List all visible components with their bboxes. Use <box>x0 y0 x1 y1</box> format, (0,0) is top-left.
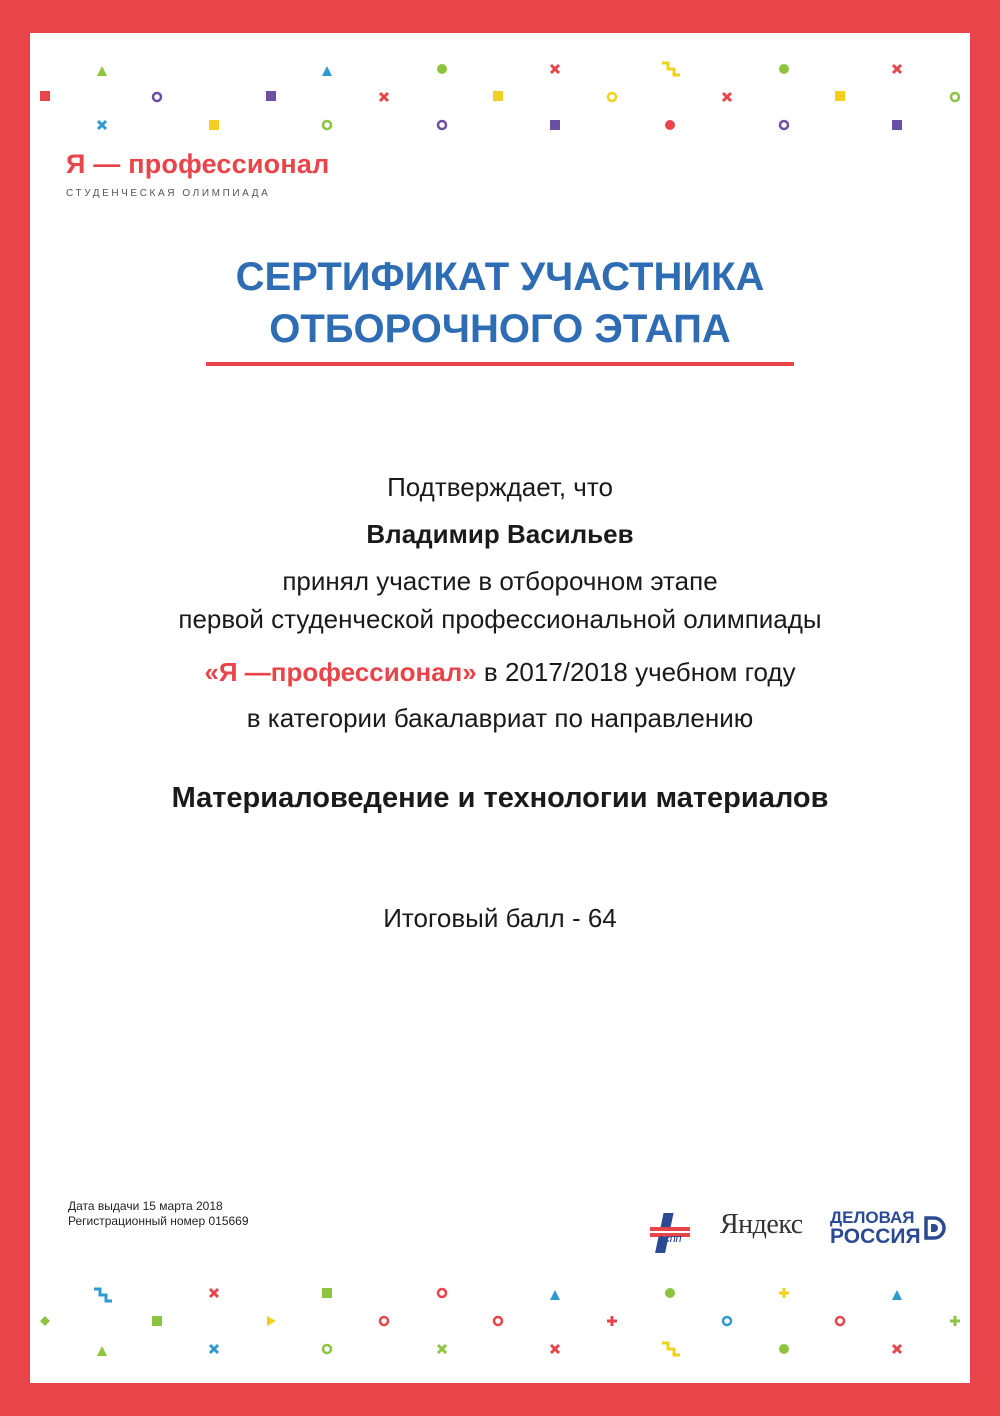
confetti-shape <box>493 91 503 101</box>
delovaya-rossiya-logo <box>830 1209 946 1247</box>
category-text: в категории бакалавриат по направлению <box>246 703 754 733</box>
confetti-shape <box>550 1290 560 1300</box>
final-score: Итоговый балл - 64 <box>383 903 617 933</box>
confetti-shape <box>550 120 560 130</box>
delovaya-line-2: РОССИЯ <box>830 1225 921 1248</box>
delovaya-line-1: ДЕЛОВАЯ <box>830 1208 915 1227</box>
confetti-shape <box>209 120 219 130</box>
confirms-text: Подтверждает, что <box>387 472 613 502</box>
olympiad-year-line <box>30 657 970 688</box>
rspp-emblem-icon <box>648 1211 692 1255</box>
confetti-shape <box>40 1316 50 1326</box>
confetti-shape <box>779 64 789 74</box>
confetti-shape <box>210 1289 218 1297</box>
participated-text: принял участие в отборочном этапе <box>282 566 718 596</box>
confetti-shape <box>665 120 675 130</box>
certificate-page <box>30 33 970 1383</box>
title-line-2: ОТБОРОЧНОГО ЭТАПА <box>269 307 731 351</box>
yandex-logo: Яндекс <box>720 1209 803 1240</box>
rspp-label: РСПП <box>658 1235 682 1244</box>
confetti-shape <box>322 1288 332 1298</box>
olympiad-first-text: первой студенческой профессиональной олимпиады <box>178 604 822 634</box>
confetti-shape <box>835 91 845 101</box>
confetti-shape <box>892 1290 902 1300</box>
direction-name: Материаловедение и технологии материалов <box>171 782 829 814</box>
confetti-shape <box>438 1289 446 1297</box>
confetti-shape <box>322 66 332 76</box>
confetti-shape <box>437 64 447 74</box>
confetti-shape <box>494 1317 502 1325</box>
title-underline <box>206 362 794 366</box>
confetti-shape <box>662 63 680 75</box>
confetti-shape <box>551 65 559 73</box>
confetti-shape <box>438 1345 446 1353</box>
confetti-shape <box>892 120 902 130</box>
confetti-shape <box>780 121 788 129</box>
confetti-shape <box>323 1345 331 1353</box>
logo-tagline: СТУДЕНЧЕСКАЯ ОЛИМПИАДА <box>66 188 271 199</box>
title-line-1: СЕРТИФИКАТ УЧАСТНИКА <box>235 255 765 299</box>
delovaya-emblem-icon <box>922 1216 946 1240</box>
confetti-shape <box>607 1316 617 1326</box>
confetti-shape <box>380 93 388 101</box>
decorative-pattern-top <box>30 33 970 153</box>
confetti-shape <box>551 1345 559 1353</box>
confetti-shape <box>665 1288 675 1298</box>
confetti-shape <box>98 121 106 129</box>
confetti-shape <box>662 1343 680 1355</box>
year-text: в 2017/2018 учебном году <box>476 657 796 687</box>
olympiad-logo <box>66 149 329 199</box>
confetti-shape <box>723 93 731 101</box>
registration-number: Регистрационный номер 015669 <box>68 1214 249 1228</box>
confetti-shape <box>608 93 616 101</box>
confetti-shape <box>153 93 161 101</box>
confetti-shape <box>94 1289 112 1301</box>
confetti-shape <box>951 93 959 101</box>
confetti-shape <box>210 1345 218 1353</box>
confetti-shape <box>267 1316 276 1326</box>
confetti-shape <box>836 1317 844 1325</box>
confetti-shape <box>950 1316 960 1326</box>
confetti-shape <box>893 1345 901 1353</box>
issue-info <box>68 1199 249 1229</box>
confetti-shape <box>779 1344 789 1354</box>
confetti-shape <box>380 1317 388 1325</box>
confetti-shape <box>40 91 50 101</box>
olympiad-name: «Я —профессионал» <box>204 657 477 687</box>
confetti-shape <box>323 121 331 129</box>
participant-name: Владимир Васильев <box>366 519 634 549</box>
confetti-shape <box>779 1288 789 1298</box>
confetti-shape <box>266 91 276 101</box>
confetti-shape <box>723 1317 731 1325</box>
certificate-title <box>30 251 970 355</box>
delovaya-line-2-row <box>830 1226 946 1247</box>
confetti-shape <box>97 1346 107 1356</box>
confetti-shape <box>893 65 901 73</box>
confetti-shape <box>97 66 107 76</box>
rspp-logo <box>648 1211 692 1260</box>
confetti-shape <box>438 121 446 129</box>
logo-title: Я — профессионал <box>66 149 330 179</box>
confetti-shape <box>152 1316 162 1326</box>
issue-date: Дата выдачи 15 марта 2018 <box>68 1199 223 1213</box>
